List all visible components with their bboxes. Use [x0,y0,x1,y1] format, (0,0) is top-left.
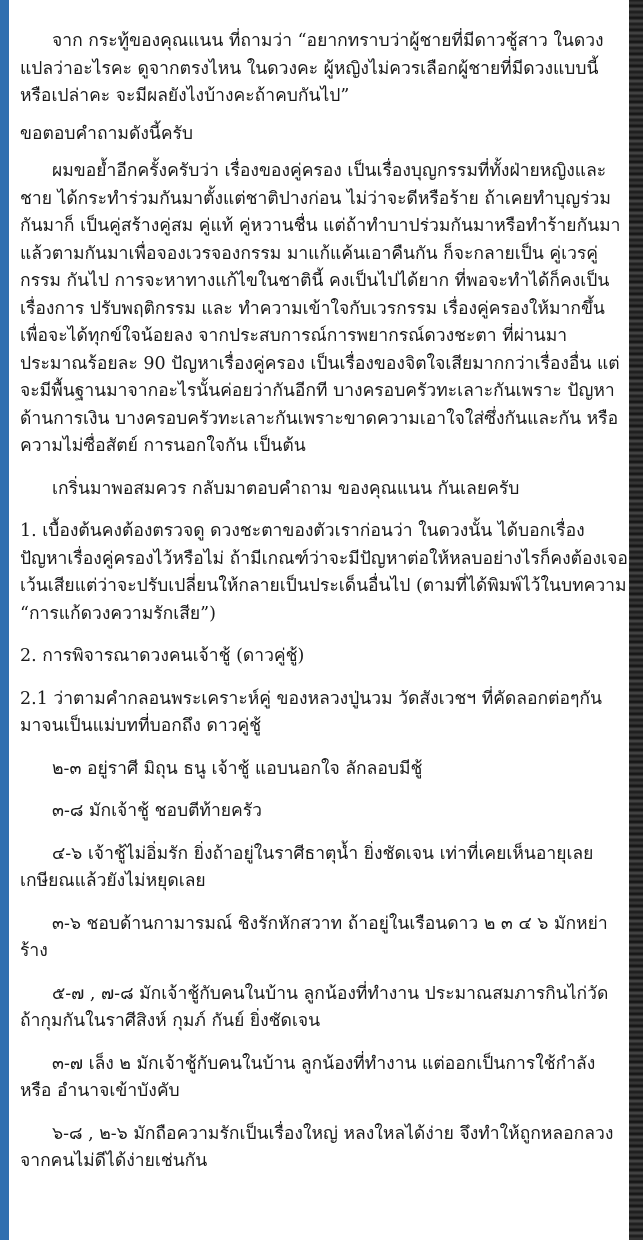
pair-6-8-item: ๖-๘ , ๒-๖ มักถือความรักเป็นเรื่องใหญ่ หลงใหลได้ง่าย จึงทำให้ถูกหลอกลวง จากคนไม่ดีได้ง่ายเช่นกัน [20,1123,614,1171]
pair-3-6-item: ๓-๖ ชอบด้านกามารมณ์ ชิงรักหักสวาท ถ้าอยู่ในเรือนดาว ๒ ๓ ๔ ๖ มักหย่าร้าง [20,913,608,961]
left-accent-bar [0,0,9,1240]
point-1-paragraph: 1. เบื้องต้นคงต้องตรวจดู ดวงชะตาของตัวเราก่อนว่า ในดวงนั้น ได้บอกเรื่องปัญหาเรื่องคู่ครองไว้หรือไม่ ถ้ามีเกณฑ์ว่าจะมีปัญหาต่อให้หลบอย่างไรก็คงต้องเจอ เว้นเสียแต่ว่าจะปรับเปลี่ยนให้กลายเป็นประเด็นอื่นไป (ตามที่ได้พิมพ์ไว้ในบทความ “การแก้ดวงความรักเสีย”) [20,521,628,624]
article-body [20,28,628,1176]
explanation-paragraph: ผมขอย้ำอีกครั้งครับว่า เรื่องของคู่ครอง เป็นเรื่องบุญกรรมที่ทั้งฝ่ายหญิงและชาย ได้กระทำร่วมกันมาตั้งแต่ชาติปางก่อน ไม่ว่าจะดีหรือร้าย ถ้าเคยทำบุญร่วมกันมาก็ เป็นคู่สร้างคู่สม คู่แท้ คู่หวานชื่น แต่ถ้าทำบาปร่วมกันมาหรือทำร้ายกันมาแล้วตามกันมาเพื่อจองเวรจองกรรม มาแก้แค้นเอาคืนกัน ก็จะกลายเป็น คู่เวรคู่กรรม กันไป การจะหาทางแก้ไขในชาตินี้ คงเป็นไปได้ยาก ที่พอจะทำได้ก็คงเป็นเรื่องการ ปรับพฤติกรรม และ ทำความเข้าใจกับเวรกรรม เรื่องคู่ครองให้มากขึ้น เพื่อจะได้ทุกข์ใจน้อยลง จากประสบการณ์การพยากรณ์ดวงชะตา ที่ผ่านมา ประมาณร้อยละ 90 ปัญหาเรื่องคู่ครอง เป็นเรื่องของจิตใจเสียมากกว่าเรื่องอื่น แต่จะมีพื้นฐานมาจากอะไรนั้นค่อยว่ากันอีกที บางครอบครัวทะเลาะกันเพราะ ปัญหาด้านการเงิน บางครอบครัวทะเลาะกันเพราะขาดความเอาใจใส่ซึ่งกันและกัน หรือความไม่ซื่อสัตย์ การนอกใจกัน เป็นต้น [20,161,621,456]
pair-5-7-item: ๕-๗ , ๗-๘ มักเจ้าชู้กับคนในบ้าน ลูกน้องที่ทำงาน ประมาณสมภารกินไก่วัด ถ้ากุมกันในราศีสิงห์ กุมภ์ กันย์ ยิ่งชัดเจน [20,983,609,1031]
pair-2-3-item: ๒-๓ อยู่ราศี มิถุน ธนู เจ้าชู้ แอบนอกใจ ลักลอบมีชู้ [52,758,423,779]
point-2-1-paragraph: 2.1 ว่าตามคำกลอนพระเคราะห์คู่ ของหลวงปู่นวม วัดสังเวชฯ ที่คัดลอกต่อๆกัน มาจนเป็นแม่บทที่บอกถึง ดาวคู่ชู้ [20,688,602,736]
pair-3-8-item: ๓-๘ มักเจ้าชู้ ชอบตีท้ายครัว [52,801,262,821]
right-background-strip [629,0,643,1240]
answer-heading: ขอตอบคำถามดังนี้ครับ [20,123,194,144]
pair-4-6-item: ๔-๖ เจ้าชู้ไม่อิ่มรัก ยิ่งถ้าอยู่ในราศีธาตุน้ำ ยิ่งชัดเจน เท่าที่เคยเห็นอายุเลยเกษียณแล้วยังไม่หยุดเลย [20,843,594,891]
pair-3-7-item: ๓-๗ เล็ง ๒ มักเจ้าชู้กับคนในบ้าน ลูกน้องที่ทำงาน แต่ออกเป็นการใช้กำลัง หรือ อำนาจเข้าบังคับ [20,1053,596,1101]
transition-paragraph: เกริ่นมาพอสมควร กลับมาตอบคำถาม ของคุณแนน กันเลยครับ [52,478,520,499]
point-2-heading: 2. การพิจารณาดวงคนเจ้าชู้ (ดาวคู่ชู้) [20,646,305,666]
intro-question-paragraph: จาก กระทู้ของคุณแนน ที่ถามว่า “อยากทราบว่าผู้ชายที่มีดาวชู้สาว ในดวงแปลว่าอะไรคะ ดูจากตรงไหน ในดวงคะ ผู้หญิงไม่ควรเลือกผู้ชายที่มีดวงแบบนี้หรือเปล่าคะ จะมีผลยังไงบ้างคะถ้าคบกันไป” [20,31,604,106]
